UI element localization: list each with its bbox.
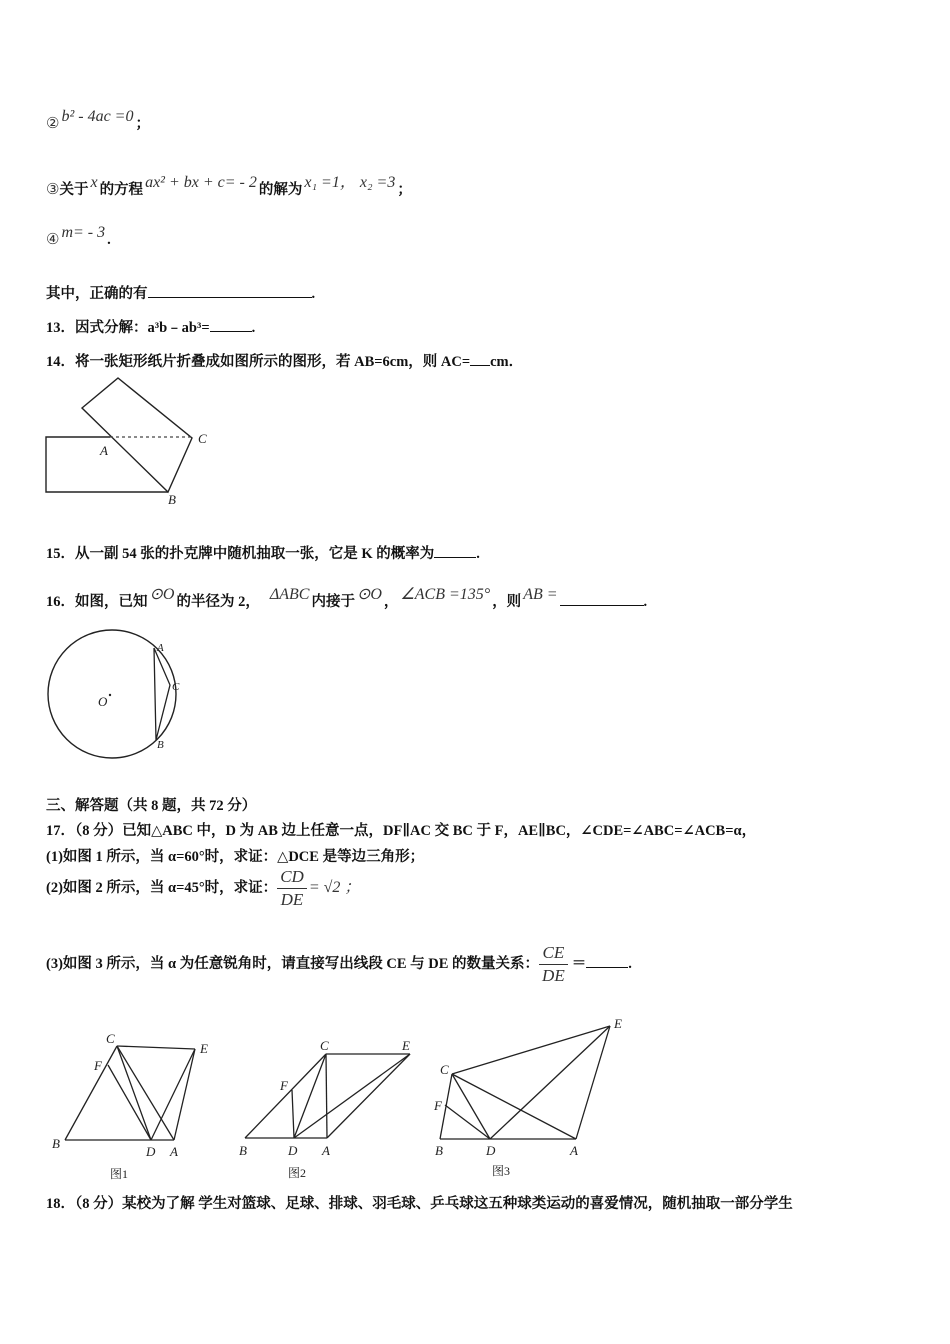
caption-figure-2: 图2 [288, 1166, 307, 1180]
answer-blank [560, 593, 644, 606]
q12-item-3: ③关于 x 的方程 ax² + bx + c= - 2 的解为 x₁ =1， x₂ =3 ； [46, 174, 412, 198]
circle-figure [40, 626, 200, 762]
question-16: 16．如图，已知 ⊙O 的半径为 2， ΔABC 内接于 ⊙O ， ∠ACB =135° ，则 AB = . [46, 586, 648, 610]
question-15: 15．从一副 54 张的扑克牌中随机抽取一张，它是 K 的概率为 . [46, 546, 480, 562]
svg-text:A: A [570, 1143, 578, 1158]
caption-figure-3: 图3 [492, 1164, 511, 1178]
item-number: ④ [46, 232, 60, 248]
question-17-stem: 17．（8 分）已知△ABC 中，D 为 AB 边上任意一点，DF∥AC 交 BC 于 F，AE∥BC，∠CDE=∠ABC=∠ACB=α， [46, 823, 757, 839]
question-17-part-2: (2)如图 2 所示，当 α=45°时，求证： $\frac{CD}{DE}$ = √2 ； [46, 867, 361, 909]
svg-text:C: C [320, 1038, 329, 1053]
answer-blank [210, 319, 252, 332]
section-3-title: 三、解答题（共 8 题，共 72 分） [46, 798, 257, 814]
svg-text:F: F [280, 1078, 288, 1093]
q12-conclusion: 其中，正确的有 . [46, 286, 316, 302]
folded-flap [82, 378, 192, 492]
equation: ax² + bx + c= - 2 [145, 174, 257, 191]
label-b: B [168, 492, 176, 507]
svg-text:D: D [288, 1143, 298, 1158]
q12-item-4: ④ m= - 3 . [46, 224, 111, 248]
ce-over-de-fraction: $\frac{CE}{DE}$ [539, 942, 568, 987]
cd-over-de-fraction: $\frac{CD}{DE}$ [277, 866, 307, 911]
answer-blank [586, 955, 628, 968]
solutions: x₁ =1， x₂ =3 [304, 174, 396, 191]
discriminant-expression: b² - 4ac =0 [61, 108, 134, 125]
folded-paper-figure [40, 376, 230, 511]
svg-text:E: E [402, 1038, 410, 1053]
label-c: C [172, 681, 180, 693]
svg-text:D: D [486, 1143, 496, 1158]
svg-text:F: F [434, 1098, 442, 1113]
svg-text:B: B [435, 1143, 443, 1158]
answer-blank [434, 545, 476, 558]
item-number: ② [46, 116, 60, 132]
caption-figure-1: 图1 [110, 1167, 129, 1181]
svg-text:A: A [170, 1144, 178, 1159]
question-17-part-3: (3)如图 3 所示，当 α 为任意锐角时，请直接写出线段 CE 与 DE 的数量关系： $\frac{CE}{DE}$ ＝ . [46, 943, 632, 985]
question-14: 14．将一张矩形纸片折叠成如图所示的图形，若 AB=6cm，则 AC= cm． [46, 354, 524, 370]
question-18: 18．（8 分）某校为了解 学生对篮球、足球、排球、羽毛球、乒乓球这五种球类运动的喜爱情况，随机抽取一部分学生 [46, 1196, 793, 1212]
figure-3 [440, 1026, 610, 1139]
svg-text:A: A [322, 1143, 330, 1158]
svg-text:B: B [52, 1136, 60, 1151]
label-c: C [198, 431, 207, 446]
q12-item-2: ② b² - 4ac =0 ； [46, 108, 150, 132]
svg-text:C: C [440, 1062, 449, 1077]
answer-blank [148, 285, 312, 298]
svg-text:D: D [146, 1144, 156, 1159]
figure-2 [245, 1054, 410, 1138]
svg-text:E: E [200, 1041, 208, 1056]
svg-text:E: E [614, 1016, 622, 1031]
question-13: 13．因式分解：a³b﹣ab³= . [46, 320, 256, 336]
question-17-part-1: (1)如图 1 所示，当 α=60°时，求证：△DCE 是等边三角形； [46, 849, 425, 865]
q17-figures [40, 1012, 640, 1184]
answer-blank [470, 353, 490, 366]
m-value: m= - 3 [61, 224, 106, 241]
svg-text:B: B [239, 1143, 247, 1158]
label-a: A [157, 642, 164, 654]
svg-text:F: F [94, 1058, 102, 1073]
item-number: ③ [46, 182, 60, 198]
center-dot [109, 694, 111, 696]
variable-x: x [90, 174, 98, 191]
label-o: O [98, 694, 108, 709]
figure-1 [65, 1046, 195, 1140]
svg-text:C: C [106, 1031, 115, 1046]
label-b: B [157, 739, 164, 751]
label-a: A [100, 443, 108, 458]
